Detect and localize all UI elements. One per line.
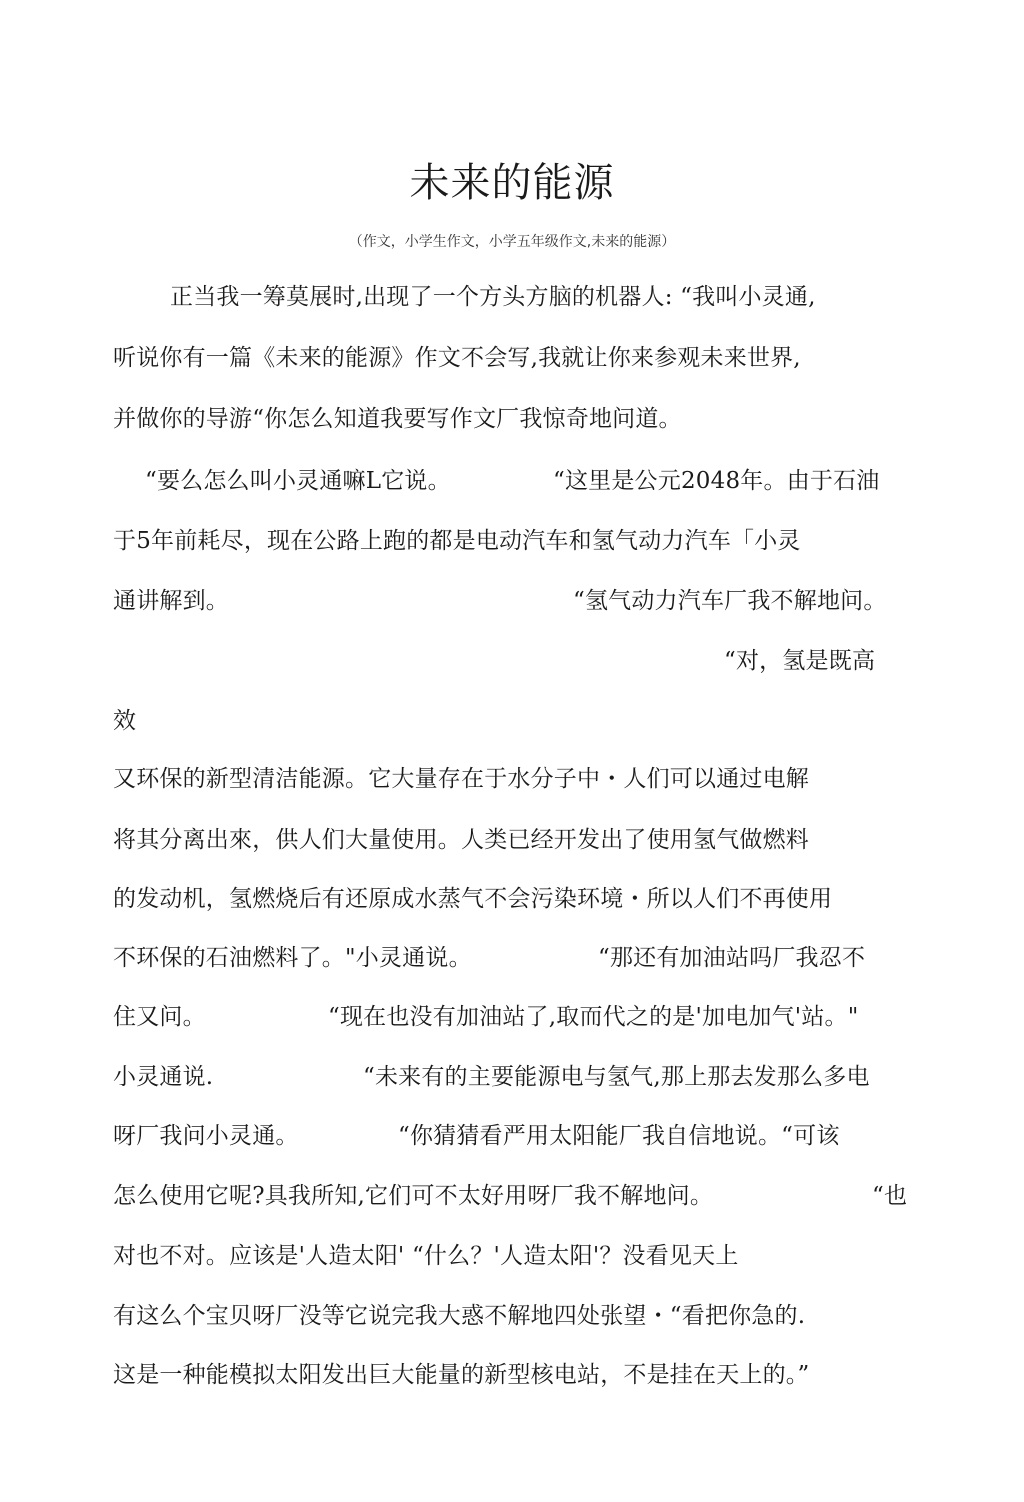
text-line: “这里是公元2048年。由于石油 [553,468,880,494]
text-line: “对，氢是既高 [724,648,876,674]
text-line: 效 [113,708,137,734]
text-line: 怎么使用它呢?具我所知,它们可不太好用呀厂我不解地问。 [113,1183,714,1209]
text-line: “那还有加油站吗厂我忍不 [598,945,866,971]
text-line: 住又问。 [113,1004,206,1030]
text-line: 的发动机，氢燃烧后有还原成水蒸气不会污染环境・所以人们不再使用 [113,886,833,912]
text-line: 听说你有一篇《未来的能源》作文不会写,我就让你来参观未来世界, [113,345,801,371]
text-line: 不环保的石油燃料了。"小灵通说。 [113,945,472,971]
text-line: “也 [872,1183,908,1209]
text-line: 小灵通说. [113,1064,214,1090]
text-line: “现在也没有加油站了,取而代之的是'加电加气'站。" [328,1004,859,1030]
text-line: 正当我一筹莫展时,出现了一个方头方脑的机器人: “我叫小灵通, [170,284,816,310]
document-title: 未来的能源 [409,159,615,206]
text-line: 又环保的新型清洁能源。它大量存在于水分子中・人们可以通过电解 [113,766,809,792]
text-line: 对也不对。应该是'人造太阳' “什么？'人造太阳'？没看见天上 [113,1243,739,1269]
text-line: “氢气动力汽车厂我不解地问。 [573,588,887,614]
document-subtitle: （作文，小学生作文，小学五年级作文,未来的能源） [348,234,676,250]
text-line: 呀厂我问小灵通。 [113,1123,299,1149]
text-line: 通讲解到。 [113,588,229,614]
text-line: “你猜猜看严用太阳能厂我自信地说。“可该 [398,1123,840,1149]
text-line: “未来有的主要能源电与氢气,那上那去发那么多电 [363,1064,870,1090]
text-line: 有这么个宝贝呀厂没等它说完我大惑不解地四处张望・“看把你急的. [113,1303,806,1329]
text-line: 这是一种能模拟太阳发出巨大能量的新型核电站，不是挂在天上的。” [113,1362,810,1388]
text-line: 并做你的导游“你怎么知道我要写作文厂我惊奇地问道。 [113,406,682,432]
text-line: 于5年前耗尽，现在公路上跑的都是电动汽车和氢气动力汽车「小灵 [113,528,801,554]
text-line: “要么怎么叫小灵通嘛L它说。 [145,468,451,494]
text-line: 将其分离出來，供人们大量使用。人类已经开发出了使用氢气做燃料 [113,827,809,853]
